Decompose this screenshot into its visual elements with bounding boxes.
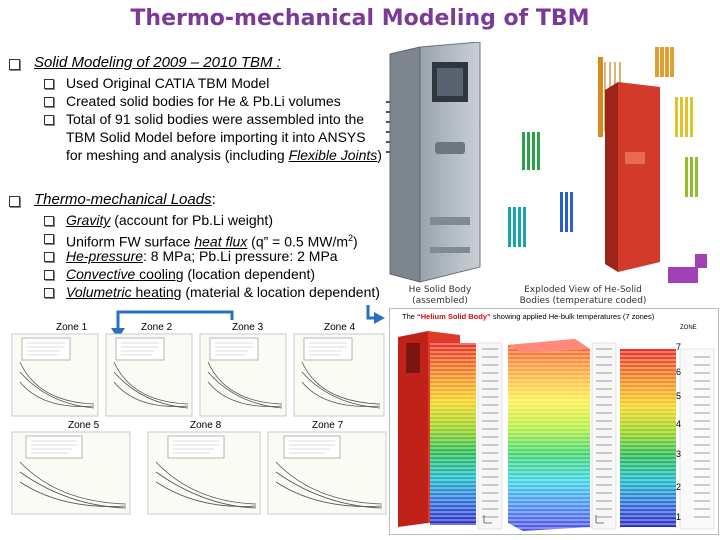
zone-label: Zone 5 [68,420,100,431]
zone-label: Zone 1 [56,322,88,333]
exploded-caption-line1: Exploded View of He-Solid [524,285,642,295]
exploded-caption-line2: Bodies (temperature coded) [519,296,647,306]
sub-bullet-icon [44,216,54,226]
sub-bullet-icon [44,79,54,89]
volumetric-text: Volumetric [66,284,132,300]
heating-text: heating [135,284,182,300]
helium-title-quote: “Helium Solid Body” [417,312,491,321]
vol-rest: (material & location dependent) [181,284,380,300]
conv-rest: (location dependent) [183,266,316,282]
section1-item: Created solid bodies for He & Pb.Li volumes [66,93,341,109]
flexible-joints-text: Flexible Joints [288,147,378,163]
fw-end: ) [353,233,358,250]
fw-sup: 2 [348,233,354,243]
gravity-text: Gravity [66,212,111,228]
section2-heading-text: Thermo-mechanical Loads [34,191,212,208]
sub-bullet-icon [44,270,54,280]
exploded-caption [508,285,658,307]
load-volumetric [66,284,380,301]
section1-item-text: for meshing and analysis (including [66,147,289,163]
zone-number: 4 [676,419,682,429]
zone-number: 2 [676,482,682,492]
load-gravity [66,212,273,229]
zone-label: Zone 8 [190,420,222,431]
zone-number: 7 [676,342,682,352]
zone-plots [8,332,390,522]
tbm-solid-model-image [380,42,490,287]
helium-panel-title [402,312,654,321]
sub-bullet-icon [44,288,54,298]
zone-label: Zone 4 [324,322,356,333]
section2-colon: : [211,191,216,208]
gravity-rest: (account for Pb.Li weight) [110,212,273,228]
sub-bullet-icon [44,234,54,244]
zone-label: Zone 2 [141,322,173,333]
sub-bullet-icon [44,115,54,125]
load-convective [66,266,315,283]
sub-bullet-icon [44,97,54,107]
zone-label: Zone 3 [232,322,264,333]
section-bullet-icon [9,196,20,207]
slide-title: Thermo-mechanical Modeling of TBM [130,6,590,31]
fw-post: (q” = 0.5 MW/m [247,233,349,250]
fw-pre: Uniform FW surface [66,233,195,250]
zone-number: 5 [676,391,682,401]
zone-column-header: ZONE [680,325,697,331]
load-pressure [66,248,338,265]
exploded-view-image [500,42,718,287]
helium-title-pre: The [402,312,418,321]
zone-label: Zone 7 [312,420,344,431]
cooling-text: cooling [139,266,184,282]
section1-item: Used Original CATIA TBM Model [66,75,270,91]
he-solid-caption-line1: He Solid Body [408,285,472,295]
closing-paren: ) [377,147,382,163]
helium-body-render [390,323,718,533]
section1-item-cont [66,147,382,164]
section1-heading: Solid Modeling of 2009 – 2010 TBM : [34,54,281,71]
zone-number: 1 [676,512,682,522]
he-solid-caption [400,285,480,307]
section-bullet-icon [9,59,20,70]
pressure-text: He-pressure [66,248,144,264]
section1-item: Total of 91 solid bodies were assembled into the [66,111,365,127]
heat-flux-text: heat flux [194,233,248,250]
helium-title-post: showing applied He-bulk temperatures (7 zones) [490,312,655,321]
section2-heading [34,191,216,208]
zone-number: 6 [676,367,682,377]
zone-number: 3 [676,449,682,459]
helium-temperature-panel [389,308,719,535]
convective-text: Convective [66,266,136,282]
sub-bullet-icon [44,252,54,262]
he-solid-caption-line2: (assembled) [412,296,468,306]
pressure-rest: : 8 MPa; Pb.Li pressure: 2 MPa [143,248,338,264]
section1-item-cont: TBM Solid Model before importing it into ANSYS [66,129,366,145]
